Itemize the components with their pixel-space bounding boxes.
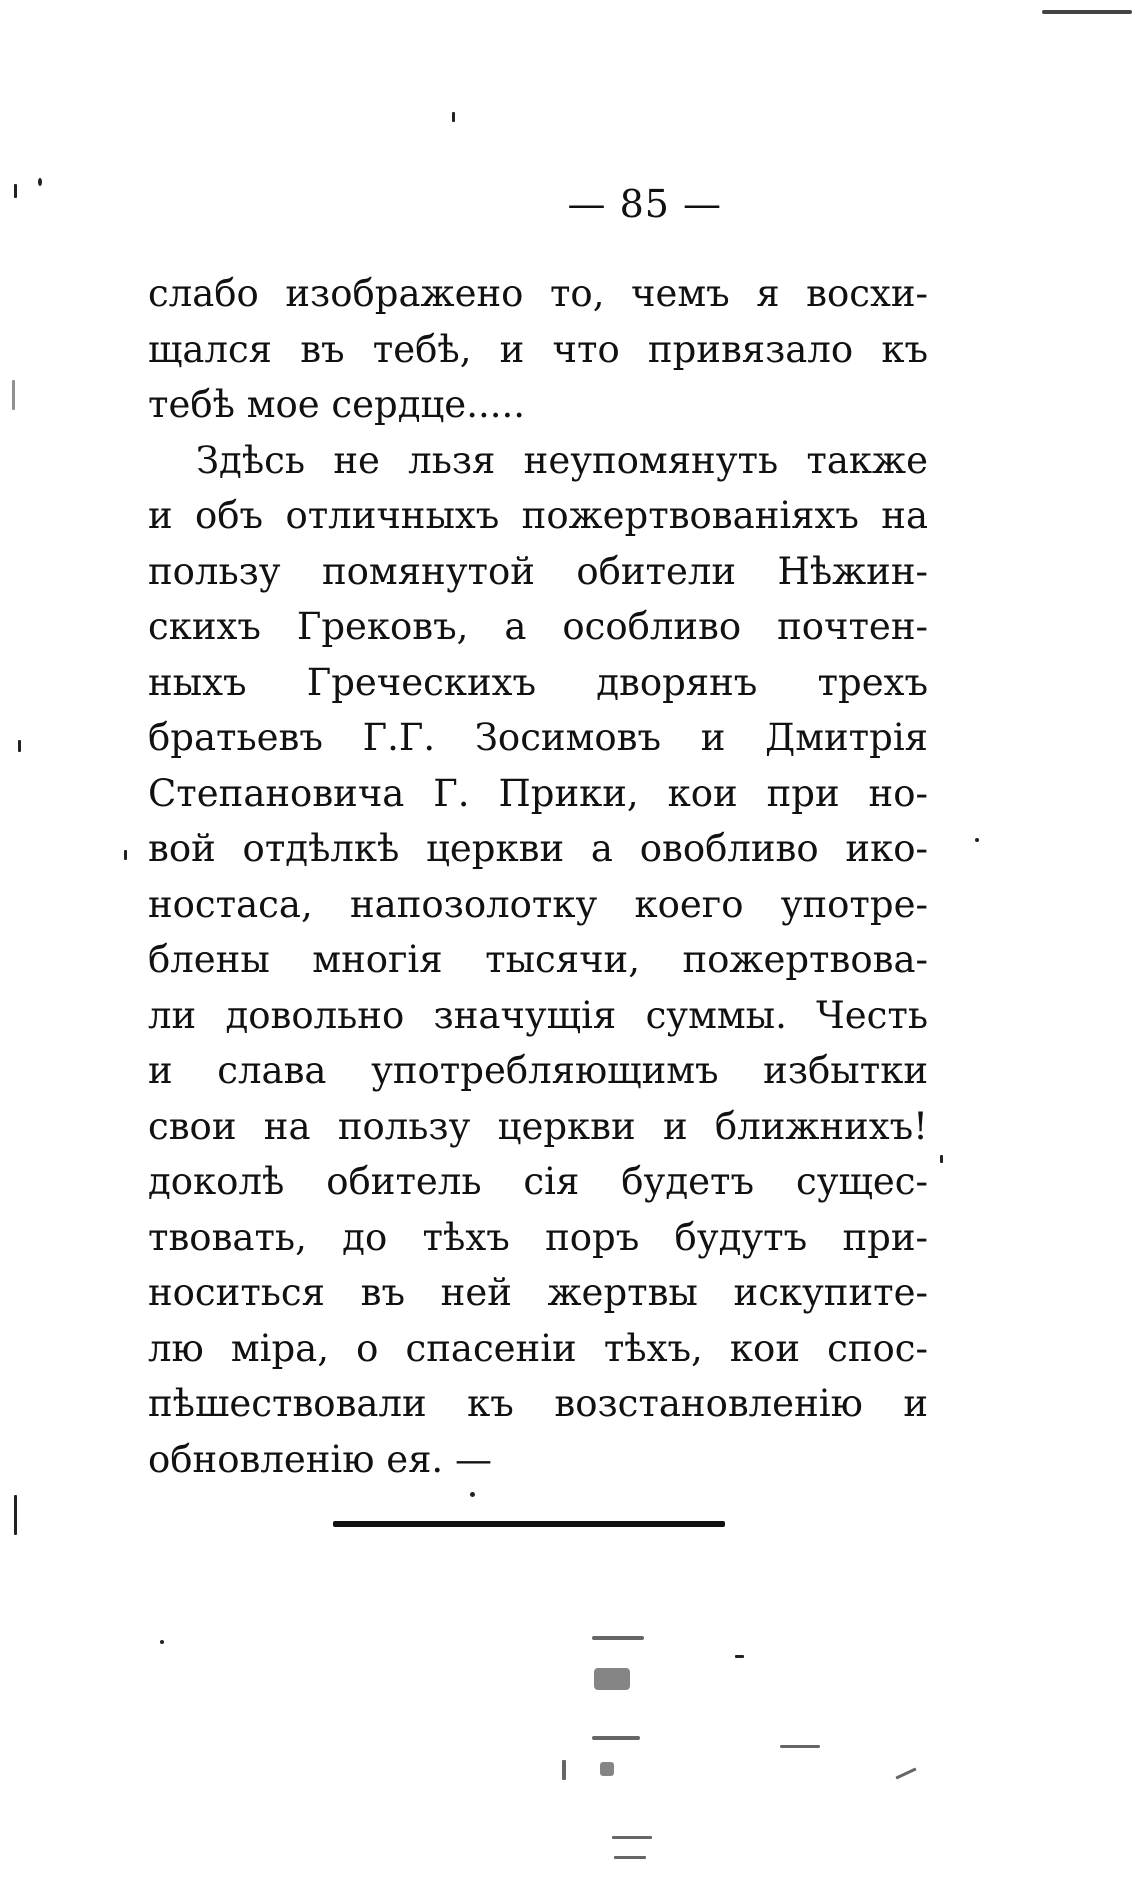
body-text [148,266,928,1487]
page-number: — 85 — [567,182,722,226]
text-line: обновленiю ея. — [148,1437,492,1481]
library-stamp-mark [592,1636,644,1640]
text-line: Степановича Г. Прики, кои при но- [148,771,928,815]
library-stamp-mark [600,1762,614,1776]
library-stamp-mark [612,1836,652,1839]
text-line: носиться въ ней жертвы искупите- [148,1271,928,1314]
text-line: доколѣ обитель сiя будетъ сущес- [148,1160,928,1203]
scan-speck [12,380,15,410]
scan-speck [38,178,42,186]
text-line: пѣшествовали къ возстановленiю и [148,1382,928,1425]
text-line: твовать, до тѣхъ поръ будутъ при- [148,1215,928,1259]
section-divider-rule [333,1521,725,1527]
scan-speck [975,838,979,842]
scan-speck [470,1492,475,1497]
text-line: лю мiра, о спасенiи тѣхъ, кои спос- [148,1326,928,1370]
text-line: ныхъ Греческихъ дворянъ трехъ [148,660,928,704]
library-stamp-mark [592,1736,640,1740]
text-line: щался въ тебѣ, и что привязало къ [148,327,928,371]
scan-corner-mark [1042,10,1132,14]
text-line: ностаса, напозолотку коего употре- [148,882,928,926]
scan-speck [14,184,17,198]
scan-speck [18,740,21,752]
scan-speck [14,1495,17,1535]
text-line: слабо изображено то, чемъ я восхи- [148,272,928,315]
library-stamp-mark [594,1668,630,1690]
text-line: и объ отличныхъ пожертвованiяхъ на [148,494,928,537]
text-line: братьевъ Г.Г. Зосимовъ и Дмитрiя [148,716,928,759]
scan-speck [452,112,455,122]
text-line: скихъ Грековъ, а особливо почтен- [148,605,928,648]
library-stamp-mark [780,1745,820,1748]
scan-speck [735,1655,744,1658]
library-stamp-mark [614,1856,646,1859]
text-line: тебѣ мое сердце..... [148,383,526,426]
text-line: и слава употребляющимъ избытки [148,1049,928,1092]
text-line: блены многiя тысячи, пожертвова- [148,938,928,981]
text-line: ли довольно значущiя суммы. Честь [148,993,928,1037]
scan-speck [124,850,127,860]
paragraph-start-line: Здѣсь не льзя неупомянуть также [196,438,928,482]
scan-speck [160,1640,164,1644]
library-stamp-mark [895,1767,916,1779]
scan-speck [940,1155,943,1163]
text-line: вой отдѣлкѣ церкви а овобливо ико- [148,827,928,870]
library-stamp-mark [562,1760,566,1780]
text-line: свои на пользу церкви и ближнихъ! [148,1104,928,1148]
text-line: пользу помянутой обители Нѣжин- [148,549,928,593]
